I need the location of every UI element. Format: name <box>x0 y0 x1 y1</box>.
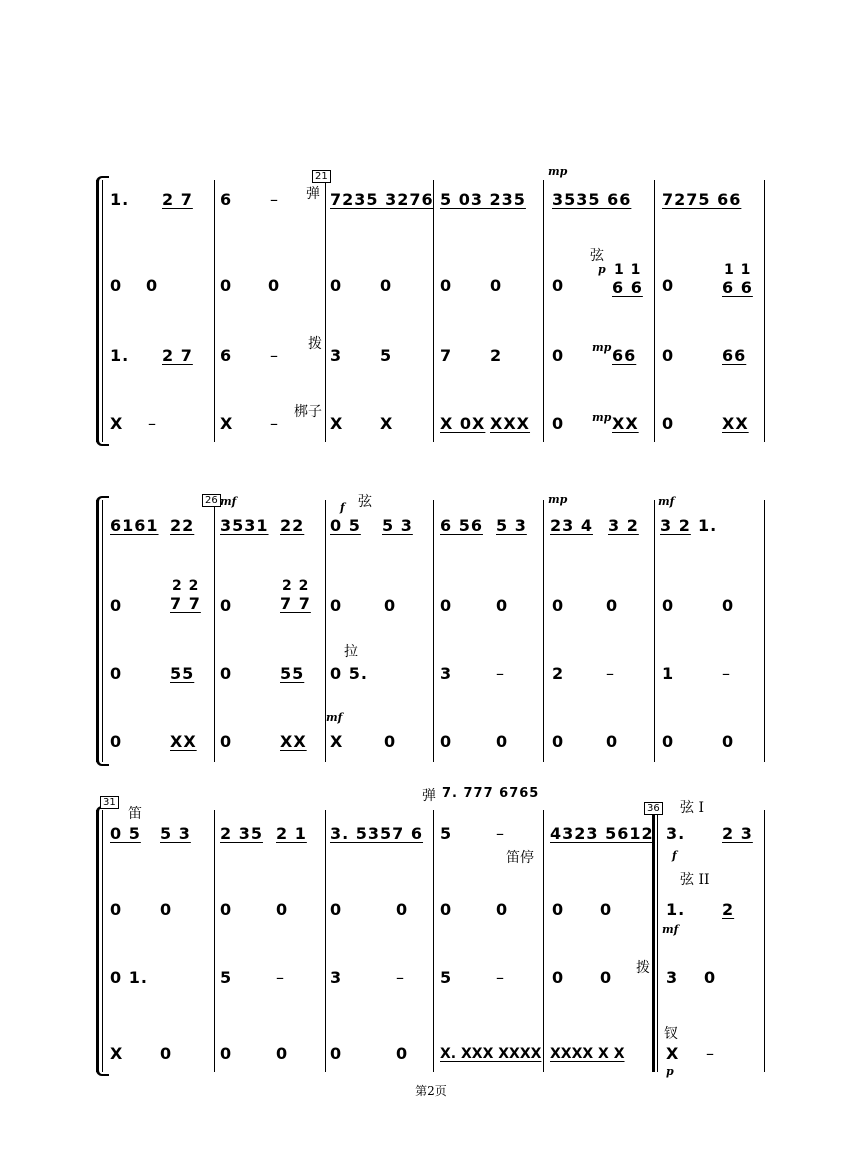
note-cell: 7. 777 6765 <box>442 786 540 801</box>
barline <box>543 500 544 762</box>
note-cell: 0 <box>552 596 565 615</box>
barline <box>433 500 434 762</box>
note-cell: 0 <box>110 596 123 615</box>
note-cell: 3 <box>330 346 343 365</box>
note-cell: 3 <box>330 968 343 987</box>
note-cell: X <box>666 1044 680 1063</box>
note-cell: 22 <box>170 516 195 535</box>
dynamic-p: p <box>598 263 606 276</box>
note-cell: 3. <box>666 824 686 843</box>
dynamic-mp: mp <box>592 341 612 354</box>
note-cell: X <box>110 414 124 433</box>
note-cell: 6161 <box>110 516 159 535</box>
note-cell: 0 5. <box>330 664 368 683</box>
note-cell: 5 03 235 <box>440 190 526 209</box>
note-cell: 1. <box>110 190 130 209</box>
note-cell: XXX <box>490 414 531 433</box>
system-brace <box>92 810 106 1072</box>
barline <box>654 500 655 762</box>
note-cell: 0 <box>330 276 343 295</box>
dash-cell: – <box>496 824 505 843</box>
note-cell: 0 <box>330 900 343 919</box>
dash-cell: – <box>722 664 731 683</box>
score-system-3 <box>92 786 768 1078</box>
note-cell: 3 2 <box>660 516 691 535</box>
note-cell: 5 <box>440 968 453 987</box>
note-cell: 0 <box>440 276 453 295</box>
note-cell: 66 <box>722 346 747 365</box>
note-cell: 5 3 <box>160 824 191 843</box>
note-cell: 0 <box>380 276 393 295</box>
instrument-label-la: 拉 <box>344 644 358 660</box>
instrument-label-bo: 拨 <box>308 336 322 352</box>
note-cell: 2 35 <box>220 824 263 843</box>
dynamic-p: p <box>666 1065 674 1078</box>
note-cell: 0 <box>496 732 509 751</box>
note-cell: 0 <box>496 596 509 615</box>
instrument-label-xian: 弦 <box>358 494 372 510</box>
dynamic-mp: mp <box>548 165 568 178</box>
system-brace <box>92 180 106 442</box>
note-cell: 0 <box>552 276 565 295</box>
note-cell: 0 <box>662 276 675 295</box>
score-system-2 <box>92 493 768 762</box>
note-cell: 3531 <box>220 516 269 535</box>
note-cell: 5 <box>440 824 453 843</box>
note-cell: 1. <box>698 516 718 535</box>
note-cell: 1. <box>666 900 686 919</box>
note-cell: 0 <box>606 732 619 751</box>
note-cell: 1 1 <box>724 262 752 278</box>
note-cell: 6 <box>220 190 233 209</box>
note-cell: XX <box>170 732 197 751</box>
note-cell: 0 <box>330 1044 343 1063</box>
note-cell: 0 <box>662 346 675 365</box>
note-cell: 7 7 <box>170 594 201 613</box>
note-cell: 0 <box>276 1044 289 1063</box>
note-cell: X <box>330 414 344 433</box>
barline <box>325 810 326 1072</box>
note-cell: 7 7 <box>280 594 311 613</box>
barline <box>543 180 544 442</box>
note-cell: 6 6 <box>722 278 753 297</box>
note-cell: 0 <box>552 900 565 919</box>
note-cell: X <box>380 414 394 433</box>
note-cell: 0 <box>600 900 613 919</box>
instrument-label-xian-1: 弦 I <box>680 800 704 816</box>
note-cell: 2 7 <box>162 190 193 209</box>
note-cell: 0 <box>722 732 735 751</box>
note-cell: 0 <box>396 1044 409 1063</box>
note-cell: 7 <box>440 346 453 365</box>
note-cell: 2 1 <box>276 824 307 843</box>
note-cell: X. XXX XXXX <box>440 1046 542 1062</box>
note-cell: 2 2 <box>282 578 310 594</box>
instrument-label-xian: 弦 <box>590 248 604 264</box>
note-cell: 5 <box>380 346 393 365</box>
rehearsal-mark: 31 <box>100 796 119 809</box>
barline <box>433 180 434 442</box>
note-cell: 7235 3276 <box>330 190 434 209</box>
dash-cell: – <box>496 968 505 987</box>
note-cell: 0 <box>662 732 675 751</box>
system-brace <box>92 500 106 762</box>
note-cell: 0 <box>220 596 233 615</box>
note-cell: 0 <box>110 276 123 295</box>
barline <box>654 180 655 442</box>
instrument-label-xian-2: 弦 II <box>680 872 710 888</box>
note-cell: 0 <box>662 414 675 433</box>
note-cell: 7275 66 <box>662 190 742 209</box>
barline <box>214 500 215 762</box>
note-cell: 0 <box>384 596 397 615</box>
dash-cell: – <box>270 346 279 365</box>
note-cell: 0 <box>722 596 735 615</box>
note-cell: 0 <box>220 732 233 751</box>
instrument-label-cha: 钗 <box>664 1026 678 1042</box>
note-cell: 22 <box>280 516 305 535</box>
barline <box>214 810 215 1072</box>
note-cell: 0 <box>384 732 397 751</box>
note-cell: XX <box>280 732 307 751</box>
repeat-barline <box>652 810 660 1072</box>
dynamic-mf: mf <box>662 923 679 936</box>
note-cell: 0 <box>110 664 123 683</box>
rehearsal-mark: 21 <box>312 170 331 183</box>
dash-cell: – <box>270 414 279 433</box>
note-cell: 1 <box>662 664 675 683</box>
note-cell: 0 <box>552 968 565 987</box>
barline <box>764 180 765 442</box>
note-cell: 2 2 <box>172 578 200 594</box>
dash-cell: – <box>270 190 279 209</box>
note-cell: 0 <box>220 664 233 683</box>
note-cell: 6 6 <box>612 278 643 297</box>
instrument-label-bangzi: 梆子 <box>294 404 322 420</box>
note-cell: 0 <box>330 596 343 615</box>
dynamic-f: f <box>340 501 345 514</box>
note-cell: 0 <box>552 732 565 751</box>
barline <box>764 810 765 1072</box>
note-cell: 0 <box>220 1044 233 1063</box>
dash-cell: – <box>276 968 285 987</box>
note-cell: 3. 5357 6 <box>330 824 424 843</box>
note-cell: 0 <box>440 732 453 751</box>
note-cell: 3 <box>666 968 679 987</box>
note-cell: 5 3 <box>382 516 413 535</box>
note-cell: 5 3 <box>496 516 527 535</box>
instrument-label-bo: 拨 <box>636 960 650 976</box>
note-cell: 0 <box>160 1044 173 1063</box>
note-cell: 1. <box>110 346 130 365</box>
note-cell: 0 <box>110 900 123 919</box>
note-cell: 0 <box>606 596 619 615</box>
note-cell: X <box>330 732 344 751</box>
note-cell: 55 <box>170 664 195 683</box>
note-cell: 2 7 <box>162 346 193 365</box>
dynamic-mf: mf <box>658 495 675 508</box>
note-cell: 0 <box>146 276 159 295</box>
note-cell: 0 <box>220 900 233 919</box>
dynamic-f: f <box>672 849 677 862</box>
page-number: 第2页 <box>415 1084 447 1098</box>
note-cell: 0 <box>490 276 503 295</box>
score-system-1 <box>92 165 768 442</box>
note-cell: 2 <box>552 664 565 683</box>
note-cell: XX <box>722 414 749 433</box>
note-cell: 0 <box>220 276 233 295</box>
dynamic-mp: mp <box>548 493 568 506</box>
note-cell: 0 <box>160 900 173 919</box>
note-cell: 0 <box>440 596 453 615</box>
note-cell: 3 2 <box>608 516 639 535</box>
note-cell: 0 <box>110 732 123 751</box>
barline <box>543 810 544 1072</box>
note-cell: 5 <box>220 968 233 987</box>
rehearsal-mark: 36 <box>644 802 663 815</box>
note-cell: 0 <box>396 900 409 919</box>
note-cell: 6 <box>220 346 233 365</box>
dash-cell: – <box>396 968 405 987</box>
dynamic-mf: mf <box>326 711 343 724</box>
note-cell: 23 4 <box>550 516 593 535</box>
note-cell: 1 1 <box>614 262 642 278</box>
note-cell: 0 <box>440 900 453 919</box>
instrument-label-di-ting: 笛停 <box>506 850 534 866</box>
dynamic-mp: mp <box>592 411 612 424</box>
note-cell: 2 3 <box>722 824 753 843</box>
note-cell: 0 <box>600 968 613 987</box>
note-cell: 3535 66 <box>552 190 632 209</box>
barline <box>764 500 765 762</box>
barline <box>325 180 326 442</box>
note-cell: XXXX X X <box>550 1046 625 1062</box>
note-cell: X 0X <box>440 414 486 433</box>
dash-cell: – <box>148 414 157 433</box>
note-cell: 55 <box>280 664 305 683</box>
note-cell: 2 <box>722 900 735 919</box>
instrument-label-di: 笛 <box>128 806 142 822</box>
note-cell: 0 <box>662 596 675 615</box>
barline <box>433 810 434 1072</box>
note-cell: X <box>110 1044 124 1063</box>
instrument-label-tan: 弹 <box>306 186 320 202</box>
dash-cell: – <box>606 664 615 683</box>
note-cell: 4323 5612 <box>550 824 654 843</box>
rehearsal-mark: 26 <box>202 494 221 507</box>
note-cell: XX <box>612 414 639 433</box>
note-cell: 6 56 <box>440 516 483 535</box>
note-cell: 0 <box>552 346 565 365</box>
note-cell: 0 1. <box>110 968 148 987</box>
note-cell: 0 <box>552 414 565 433</box>
dynamic-mf: mf <box>220 495 237 508</box>
note-cell: 0 5 <box>330 516 361 535</box>
note-cell: X <box>220 414 234 433</box>
note-cell: 0 5 <box>110 824 141 843</box>
dash-cell: – <box>706 1044 715 1063</box>
dash-cell: – <box>496 664 505 683</box>
note-cell: 2 <box>490 346 503 365</box>
note-cell: 0 <box>268 276 281 295</box>
note-cell: 0 <box>496 900 509 919</box>
note-cell: 66 <box>612 346 637 365</box>
instrument-label-tan: 弹 <box>422 788 436 804</box>
barline <box>214 180 215 442</box>
note-cell: 3 <box>440 664 453 683</box>
note-cell: 0 <box>704 968 717 987</box>
note-cell: 0 <box>276 900 289 919</box>
